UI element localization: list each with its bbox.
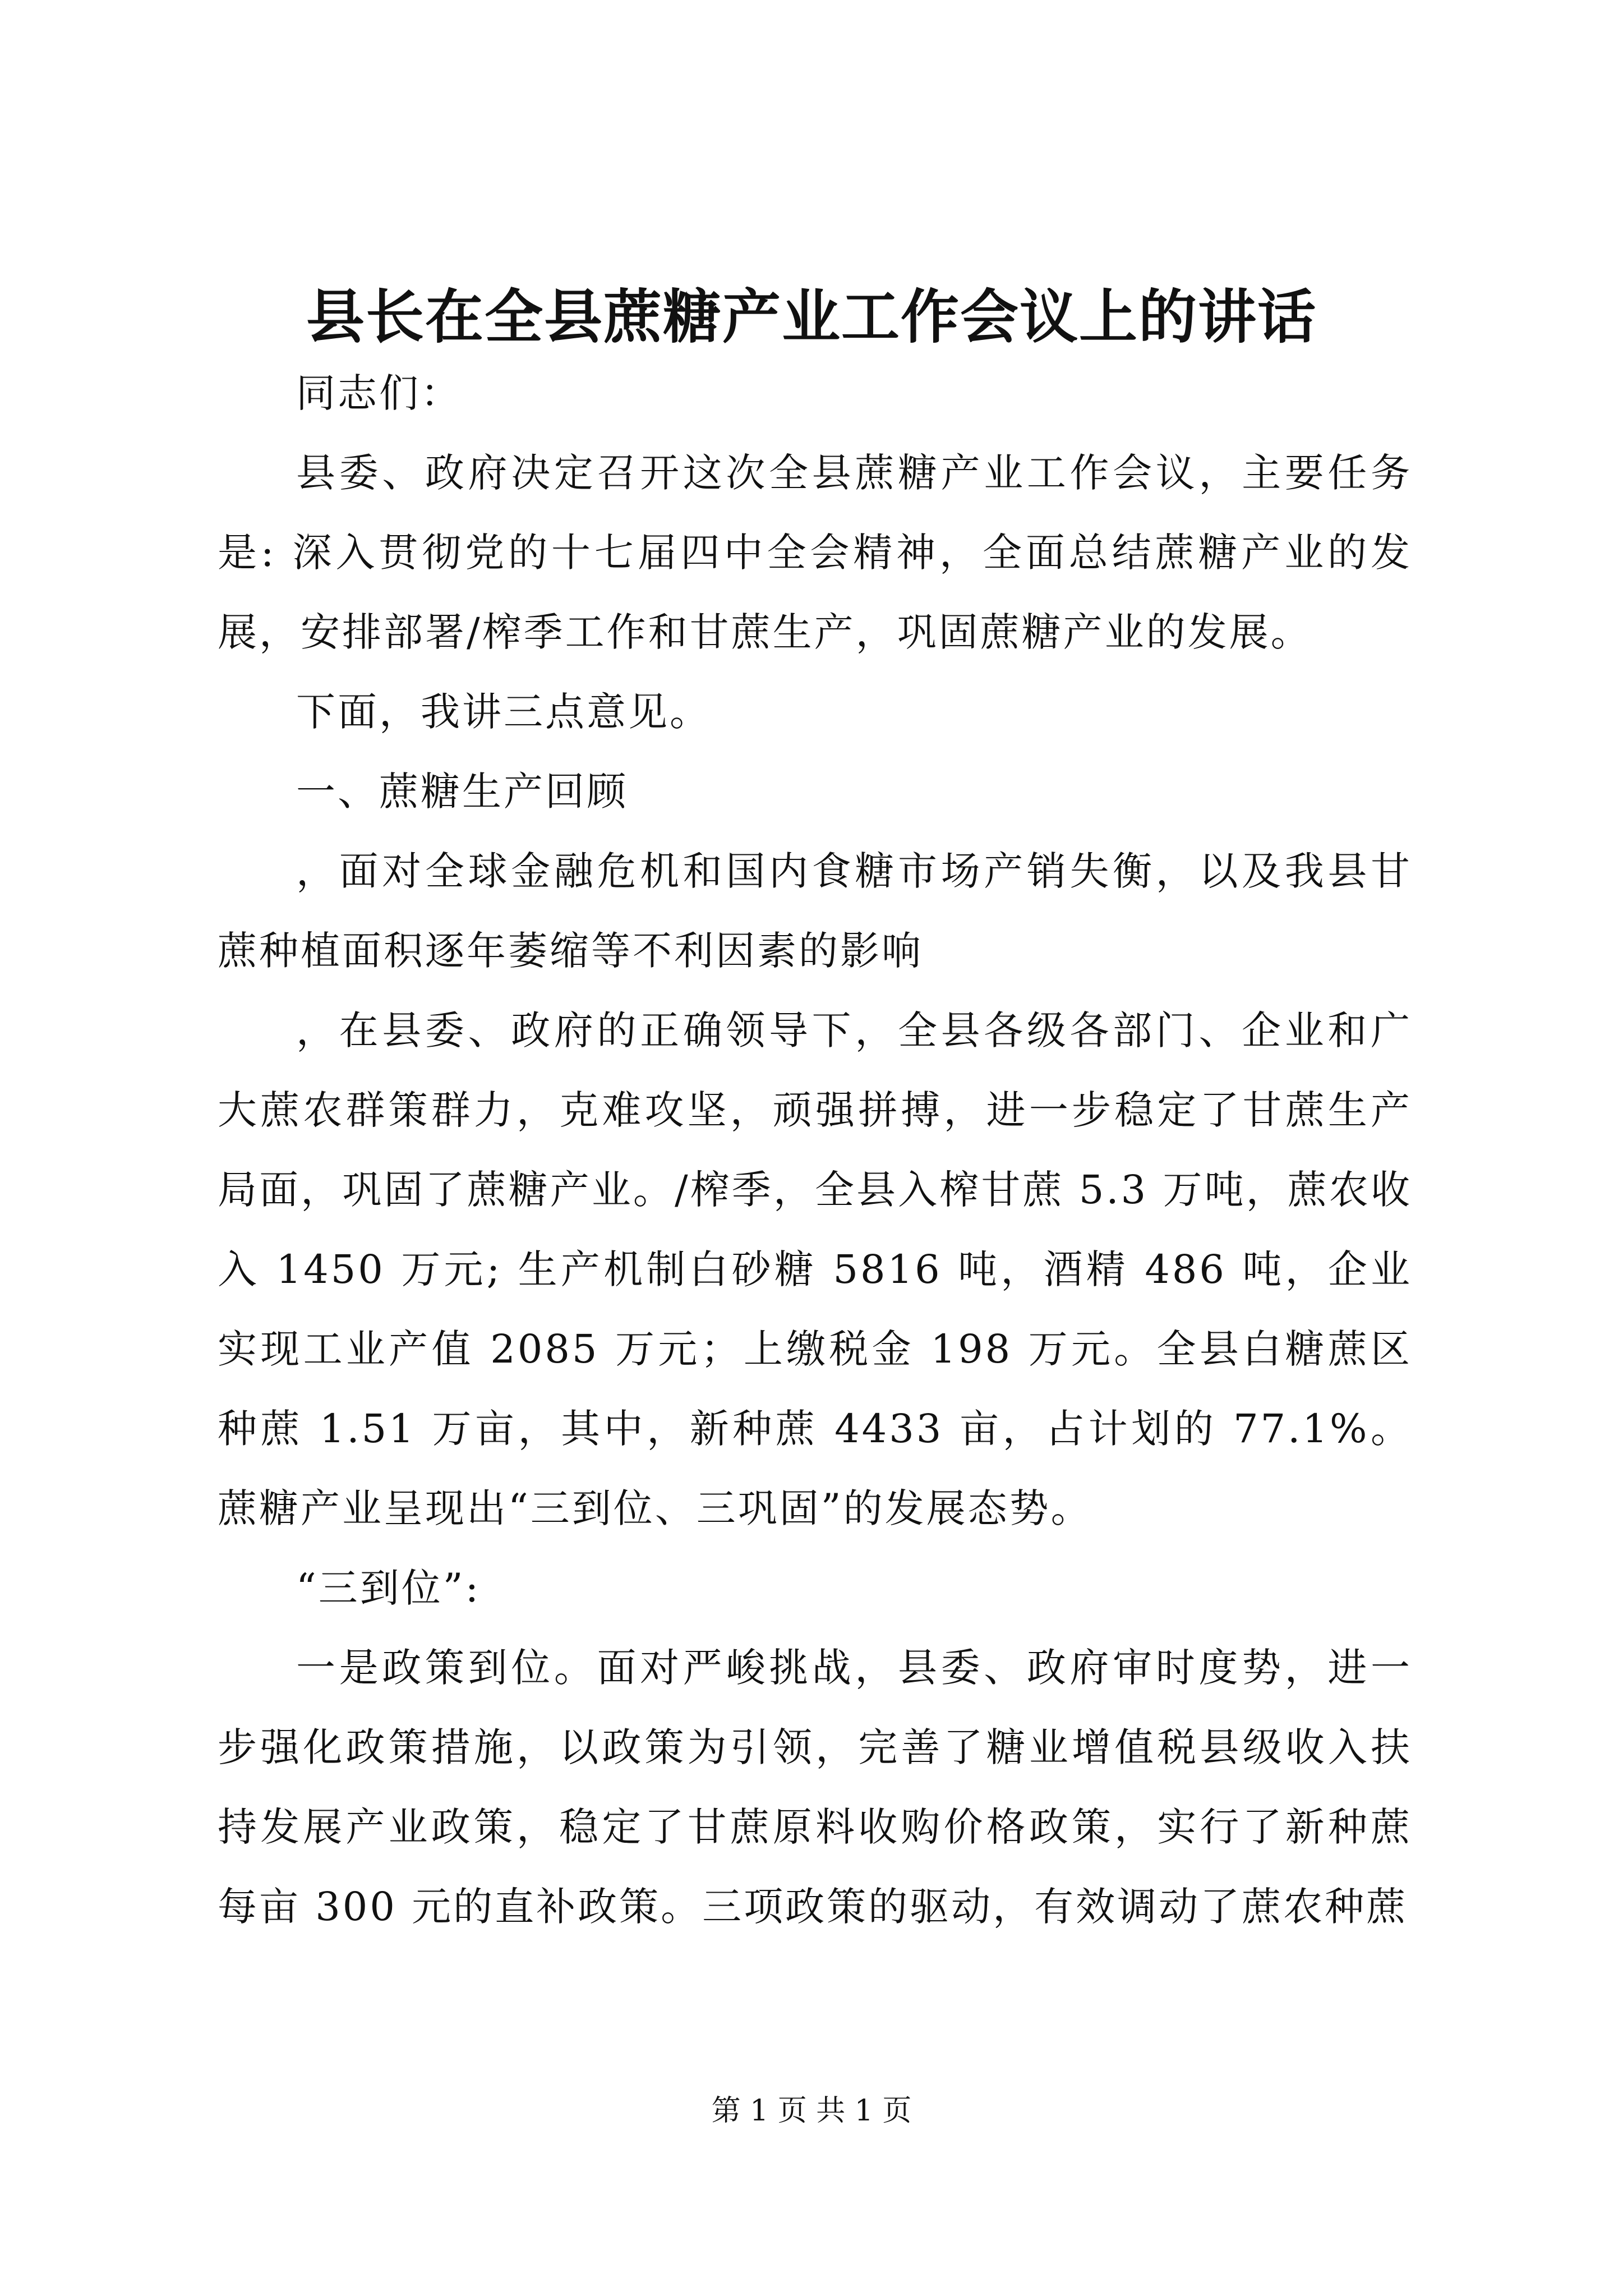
paragraph-policy-in-place: 一是政策到位。面对严峻挑战，县委、政府审时度势，进一步强化政策措施，以政策为引领，完善了糖业增值税县级收入扶持发展产业政策，稳定了甘蔗原料收购价格政策，实行了新种蔗每亩 300 元的直补政策。三项政策的驱动，有效调动了蔗农种蔗 <box>218 1645 1412 1930</box>
paragraph-achievements: ，在县委、政府的正确领导下，全县各级各部门、企业和广大蔗农群策群力，克难攻坚，顽强拼搏，进一步稳定了甘蔗生产局面，巩固了蔗糖产业。/榨季，全县入榨甘蔗 5.3 万吨，蔗农收入 1450 万元; 生产机制白砂糖 5816 吨，酒精 486 吨，企业实现工业产值 2085 万元；上缴税金 198 万元。全县白糖蔗区种蔗 1.51 万亩，其中，新种蔗 4433 亩，占计划的 77.1%。蔗糖产业呈现出“三到位、三巩固”的发展态势。 <box>218 1007 1412 1531</box>
paragraph-meeting-purpose: 县委、政府决定召开这次全县蔗糖产业工作会议，主要任务是: 深入贯彻党的十七届四中全会精神，全面总结蔗糖产业的发展，安排部署/榨季工作和甘蔗生产，巩固蔗糖产业的发展。 <box>218 450 1412 655</box>
subheading-three-in-place: “三到位”: <box>296 1565 481 1611</box>
page-footer: 第 1 页 共 1 页 <box>711 2094 912 2128</box>
paragraph-salutation: 同志们： <box>296 370 462 416</box>
document-title: 县长在全县蔗糖产业工作会议上的讲话 <box>306 282 1317 351</box>
paragraph-three-points: 下面，我讲三点意见。 <box>296 689 711 735</box>
section-heading-review: 一、蔗糖生产回顾 <box>296 769 628 815</box>
paragraph-challenges: ，面对全球金融危机和国内食糖市场产销失衡，以及我县甘蔗种植面积逐年萎缩等不利因素的影响 <box>218 848 1412 974</box>
document-body <box>218 353 1412 1947</box>
